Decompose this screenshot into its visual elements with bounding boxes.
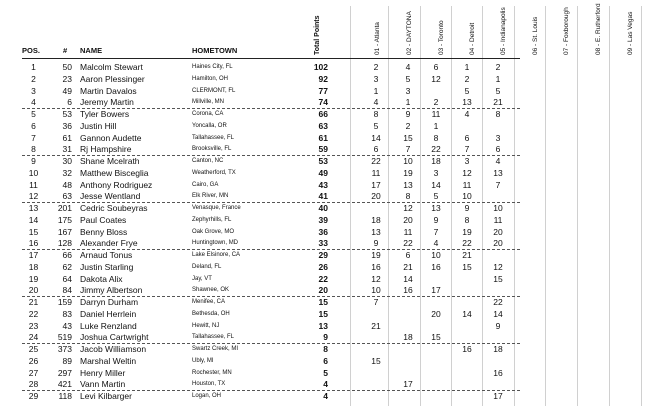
position-cell: 3 — [31, 85, 36, 96]
rider-number-cell: 201 — [57, 203, 72, 213]
total-points-cell: 92 — [318, 73, 328, 84]
round-points-cell: 11 — [431, 109, 441, 119]
round-points-cell: 16 — [431, 261, 441, 272]
table-row — [0, 332, 660, 342]
table-row — [0, 109, 660, 119]
table-row — [0, 391, 660, 401]
hometown-cell: Venasque, France — [192, 205, 241, 211]
total-points-cell: 36 — [318, 226, 328, 237]
round-points-cell: 19 — [403, 167, 413, 178]
round-points-cell: 14 — [493, 308, 503, 319]
rider-name-cell: Marshal Weltin — [80, 355, 137, 366]
rider-number-cell: 62 — [62, 261, 72, 272]
round-points-cell: 3 — [464, 156, 470, 166]
table-row — [0, 344, 660, 354]
round-points-cell: 18 — [493, 344, 503, 354]
round-points-cell: 1 — [405, 97, 411, 108]
round-points-cell: 9 — [373, 238, 379, 249]
table-row — [0, 356, 660, 366]
round-points-cell: 10 — [403, 156, 413, 166]
total-points-cell: 20 — [318, 285, 328, 296]
total-points-cell: 9 — [323, 332, 328, 343]
total-points-cell: 77 — [318, 85, 328, 96]
hometown-cell: Tallahassee, FL — [192, 334, 235, 341]
header-hometown: HOMETOWN — [192, 46, 238, 55]
round-points-cell: 17 — [371, 179, 381, 190]
rider-number-cell: 128 — [57, 238, 72, 249]
position-cell: 28 — [28, 379, 39, 390]
position-cell: 20 — [28, 285, 39, 296]
table-row — [0, 262, 660, 272]
rider-name-cell: Jeremy Martin — [80, 97, 134, 108]
rider-name-cell: Matthew Bisceglia — [80, 167, 149, 178]
round-points-cell: 13 — [403, 179, 413, 190]
position-cell: 10 — [28, 167, 39, 178]
round-points-cell: 12 — [493, 261, 503, 272]
table-row — [0, 180, 660, 190]
round-points-cell: 16 — [371, 261, 381, 272]
total-points-cell: 59 — [318, 144, 328, 155]
total-points-cell: 6 — [323, 355, 328, 366]
round-points-cell: 21 — [403, 261, 413, 272]
round-points-cell: 4 — [373, 97, 379, 108]
header-number: # — [63, 46, 68, 55]
position-cell: 4 — [31, 97, 36, 108]
table-row — [0, 227, 660, 237]
hometown-cell: Cairo, GA — [192, 181, 219, 188]
hometown-cell: Bethesda, OH — [192, 310, 230, 317]
round-points-cell: 4 — [464, 109, 470, 119]
hometown-cell: Yoncalla, OR — [192, 122, 227, 129]
hometown-cell: Swartz Creek, MI — [192, 346, 239, 352]
rider-name-cell: Shane Mcelrath — [80, 156, 140, 166]
round-points-cell: 19 — [462, 226, 472, 237]
round-points-cell: 8 — [405, 191, 411, 202]
round-points-cell: 7 — [405, 144, 411, 155]
round-points-cell: 1 — [464, 62, 470, 72]
position-cell: 2 — [31, 73, 36, 84]
rider-number-cell: 519 — [57, 332, 72, 343]
position-cell: 23 — [28, 320, 39, 331]
total-points-cell: 61 — [318, 132, 328, 143]
round-points-cell: 5 — [464, 85, 470, 96]
round-points-cell: 11 — [493, 214, 503, 225]
hometown-cell: Shawnee, OK — [192, 287, 230, 294]
rider-number-cell: 63 — [62, 191, 72, 202]
position-cell: 14 — [28, 214, 39, 225]
round-points-cell: 20 — [431, 308, 441, 319]
round-points-cell: 1 — [433, 120, 439, 131]
round-points-cell: 7 — [495, 179, 501, 190]
total-points-cell: 4 — [323, 391, 328, 401]
header-name: NAME — [80, 46, 103, 55]
rider-number-cell: 32 — [62, 167, 72, 178]
round-points-cell: 15 — [493, 273, 503, 284]
position-cell: 16 — [28, 238, 39, 249]
round-points-cell: 2 — [464, 73, 470, 84]
round-points-cell: 15 — [371, 355, 381, 366]
round-points-cell: 12 — [403, 203, 413, 213]
round-points-cell: 14 — [403, 273, 413, 284]
table-row — [0, 121, 660, 131]
position-cell: 27 — [28, 367, 39, 378]
table-row — [0, 274, 660, 284]
rider-number-cell: 89 — [62, 355, 72, 366]
rider-name-cell: Gannon Audette — [80, 132, 142, 143]
position-cell: 21 — [28, 297, 39, 307]
total-points-cell: 63 — [318, 120, 328, 131]
rider-number-cell: 66 — [62, 250, 72, 260]
round-points-cell: 7 — [433, 226, 439, 237]
round-points-cell: 20 — [493, 226, 503, 237]
hometown-cell: Lake Elsinore, CA — [192, 252, 241, 258]
position-cell: 12 — [28, 191, 39, 202]
rider-number-cell: 421 — [57, 379, 72, 390]
hometown-cell: Hamilton, OH — [192, 75, 229, 82]
total-points-cell: 29 — [318, 250, 328, 260]
round-points-cell: 13 — [431, 203, 441, 213]
round-points-cell: 6 — [373, 144, 379, 155]
total-points-cell: 5 — [323, 367, 328, 378]
hometown-cell: Houston, TX — [192, 381, 226, 388]
rider-number-cell: 83 — [62, 308, 72, 319]
round-points-cell: 6 — [433, 62, 439, 72]
table-row — [0, 203, 660, 213]
rider-name-cell: Dakota Alix — [80, 273, 123, 284]
total-points-cell: 102 — [313, 62, 328, 72]
rider-name-cell: Justin Hill — [80, 120, 117, 131]
table-row — [0, 156, 660, 166]
round-points-cell: 16 — [403, 285, 413, 296]
round-points-cell: 20 — [403, 214, 413, 225]
table-row — [0, 168, 660, 178]
rider-name-cell: Henry Miller — [80, 367, 126, 378]
round-points-cell: 6 — [405, 250, 411, 260]
round-points-cell: 11 — [371, 167, 381, 178]
round-points-cell: 22 — [431, 144, 441, 155]
position-cell: 15 — [28, 226, 39, 237]
round-points-cell: 18 — [371, 214, 381, 225]
round-points-cell: 3 — [373, 73, 379, 84]
rider-name-cell: Alexander Frye — [80, 238, 138, 249]
round-points-cell: 8 — [433, 132, 439, 143]
round-points-cell: 12 — [371, 273, 381, 284]
rider-name-cell: Daniel Herrlein — [80, 308, 137, 319]
round-points-cell: 7 — [464, 144, 470, 155]
round-points-cell: 2 — [433, 97, 439, 108]
round-points-cell: 14 — [462, 308, 472, 319]
total-points-cell: 15 — [318, 308, 328, 319]
total-points-cell: 4 — [323, 379, 328, 390]
round-points-cell: 2 — [405, 120, 411, 131]
hometown-cell: Haines City, FL — [192, 64, 233, 70]
round-points-cell: 2 — [373, 62, 379, 72]
table-row — [0, 368, 660, 378]
position-cell: 7 — [31, 132, 36, 143]
round-points-cell: 19 — [371, 250, 381, 260]
round-points-cell: 12 — [431, 73, 441, 84]
table-row — [0, 144, 660, 154]
table-row — [0, 321, 660, 331]
total-points-cell: 49 — [318, 167, 328, 178]
position-cell: 5 — [31, 109, 36, 119]
round-points-cell: 4 — [495, 156, 501, 166]
round-points-cell: 17 — [431, 285, 441, 296]
position-cell: 9 — [31, 156, 36, 166]
round-points-cell: 22 — [462, 238, 472, 249]
round-points-cell: 22 — [371, 156, 381, 166]
hometown-cell: Oak Grove, MO — [192, 228, 235, 235]
round-points-cell: 9 — [433, 214, 439, 225]
hometown-cell: Corona, CA — [192, 111, 224, 117]
round-points-cell: 5 — [373, 120, 379, 131]
table-row — [0, 133, 660, 143]
round-points-cell: 3 — [433, 167, 439, 178]
rider-name-cell: Jacob Williamson — [80, 344, 147, 354]
round-points-cell: 5 — [405, 73, 411, 84]
total-points-cell: 41 — [318, 191, 328, 202]
hometown-cell: Menifee, CA — [192, 299, 226, 305]
round-points-cell: 9 — [405, 109, 411, 119]
header-rule — [22, 58, 520, 59]
header-pos: POS. — [22, 46, 40, 55]
rider-number-cell: 50 — [62, 62, 72, 72]
table-row — [0, 74, 660, 84]
round-points-cell: 15 — [431, 332, 441, 343]
rider-number-cell: 175 — [57, 214, 72, 225]
total-points-cell: 66 — [318, 109, 328, 119]
table-row — [0, 309, 660, 319]
rider-number-cell: 23 — [62, 73, 72, 84]
rider-number-cell: 48 — [62, 179, 72, 190]
position-cell: 11 — [29, 179, 38, 190]
total-points-cell: 53 — [318, 156, 328, 166]
rider-name-cell: Arnaud Tonus — [80, 250, 133, 260]
total-points-cell: 22 — [318, 273, 328, 284]
round-points-cell: 17 — [403, 379, 413, 390]
round-points-cell: 21 — [493, 97, 503, 108]
standings-sheet: POS. # NAME HOMETOWN Total Points 01 - Atlanta 02 - DAYTONA 03 - Toronto 04 - Detroit 05 - Indianapolis 06 - St. Louis 07 - Foxborough 08 - E. Rutherford 09 - Las Vegas 1 50 Malcolm Stewart Haines City, FL 102 2 4 6 1 2 2 23 Aaron Plessinger Hamilton, OH 92 3 5 12 2 1 3 49 Martin Davalos CLERMONT, FL 77 1 3 5 5 4 6 Jeremy Martin Millville, MN 74 4 1 2 13 21 5 53 Tyler Bowers Corona, CA 66 8 9 11 4 8 6 36 Justin Hill Yoncalla, OR 63 5 2 1 7 61 Gannon Audette Tallahassee, FL 61 14 15 8 6 3 8 31 Rj Hampshire Brooksville, FL 59 6 7 22 7 6 9 30 Shane Mcelrath Canton, NC 53 22 10 18 3 4 10 32 Matthew Bisceglia Weatherford, TX 49 11 19 3 12 13 11 48 Anthony Rodriguez Cairo, GA 43 17 13 14 11 7 12 63 Jesse Wentland Elk River, MN 41 20 8 5 10 13 201 Cedric Soubeyras Venasque, France 40 12 13 9 10 14 175 Paul Coates Zephyrhills, FL 39 18 20 9 8 11 15 167 Benny Bloss Oak Grove, MO 36 13 11 7 19 20 16 128 Alexander Frye Huntingtown, MD 33 9 22 4 22 20 17 66 Arnaud Tonus Lake Elsinore, CA 29 19 6 10 21 18 62 Justin Starling Deland, FL 26 16 21 16 15 12 19 64 Dakota Alix Jay, VT 22 12 14 15 20 84 Jimmy Albertson Shawnee, OK 20 10 16 17 21 159 Darryn Durham Menifee, CA 15 7 22 22 83 Daniel Herrlein Bethesda, OH 15 20 14 14 23 43 Luke Renzland Hewitt, NJ 13 21 9 24 519 Joshua Cartwright Tallahassee, FL 9 18 15 25 373 Jacob Williamson Swartz Creek, MI 8 16 18 26 89 Marshal Weltin Ubly, MI 6 15 27 297 Henry Miller Rochester, MN 5 16 28 421 Vann Martin Houston, TX 4 17 29 118 Levi Kilbarger Logan, OH 4 17 — [0, 0, 660, 411]
round-points-cell: 21 — [462, 250, 472, 260]
position-cell: 25 — [28, 344, 39, 354]
rider-name-cell: Vann Martin — [80, 379, 126, 390]
position-cell: 17 — [28, 250, 39, 260]
table-row — [0, 250, 660, 260]
position-cell: 18 — [28, 261, 39, 272]
table-row — [0, 297, 660, 307]
rider-number-cell: 43 — [62, 320, 72, 331]
hometown-cell: Rochester, MN — [192, 369, 232, 376]
round-points-cell: 20 — [493, 238, 503, 249]
rider-number-cell: 6 — [67, 97, 72, 108]
round-points-cell: 8 — [464, 214, 470, 225]
round-points-cell: 9 — [495, 320, 501, 331]
round-points-cell: 22 — [403, 238, 413, 249]
round-points-cell: 11 — [403, 226, 413, 237]
table-row — [0, 285, 660, 295]
rider-number-cell: 61 — [62, 132, 72, 143]
position-cell: 19 — [28, 273, 39, 284]
round-points-cell: 16 — [462, 344, 472, 354]
round-points-cell: 4 — [433, 238, 439, 249]
hometown-cell: Millville, MN — [192, 99, 224, 106]
round-points-cell: 3 — [495, 132, 501, 143]
hometown-cell: Jay, VT — [192, 275, 212, 282]
round-points-cell: 20 — [371, 191, 381, 202]
total-points-cell: 15 — [318, 297, 328, 307]
rider-name-cell: Darryn Durham — [80, 297, 139, 307]
rider-number-cell: 297 — [57, 367, 72, 378]
rider-name-cell: Anthony Rodriguez — [80, 179, 153, 190]
hometown-cell: Logan, OH — [192, 393, 222, 399]
position-cell: 8 — [31, 144, 36, 155]
round-points-cell: 13 — [371, 226, 381, 237]
rider-number-cell: 373 — [57, 344, 72, 354]
rider-name-cell: Aaron Plessinger — [80, 73, 145, 84]
position-cell: 13 — [28, 203, 39, 213]
round-points-cell: 11 — [462, 179, 472, 190]
table-row — [0, 62, 660, 72]
rider-name-cell: Cedric Soubeyras — [80, 203, 148, 213]
rider-name-cell: Luke Renzland — [80, 320, 137, 331]
table-row — [0, 215, 660, 225]
rider-name-cell: Benny Bloss — [80, 226, 128, 237]
round-points-cell: 6 — [495, 144, 501, 155]
rider-name-cell: Levi Kilbarger — [80, 391, 132, 401]
hometown-cell: Deland, FL — [192, 263, 222, 270]
rider-number-cell: 53 — [62, 109, 72, 119]
rider-name-cell: Tyler Bowers — [80, 109, 130, 119]
round-points-cell: 5 — [495, 85, 501, 96]
total-points-cell: 74 — [318, 97, 328, 108]
hometown-cell: Elk River, MN — [192, 193, 229, 200]
rider-number-cell: 84 — [62, 285, 72, 296]
rider-name-cell: Joshua Cartwright — [80, 332, 149, 343]
rider-number-cell: 64 — [62, 273, 72, 284]
round-points-cell: 14 — [431, 179, 441, 190]
rider-name-cell: Justin Starling — [80, 261, 134, 272]
round-points-cell: 3 — [405, 85, 411, 96]
round-points-cell: 10 — [462, 191, 472, 202]
round-points-cell: 8 — [495, 109, 501, 119]
rider-name-cell: Rj Hampshire — [80, 144, 132, 155]
round-points-cell: 10 — [431, 250, 441, 260]
total-points-cell: 13 — [318, 320, 328, 331]
rider-number-cell: 31 — [62, 144, 72, 155]
round-points-cell: 15 — [403, 132, 413, 143]
rider-number-cell: 159 — [57, 297, 72, 307]
round-points-cell: 1 — [495, 73, 501, 84]
total-points-cell: 43 — [318, 179, 328, 190]
hometown-cell: Weatherford, TX — [192, 169, 236, 176]
round-points-cell: 6 — [464, 132, 470, 143]
hometown-cell: Tallahassee, FL — [192, 134, 235, 141]
table-row — [0, 238, 660, 248]
rider-name-cell: Martin Davalos — [80, 85, 137, 96]
round-points-cell: 15 — [462, 261, 472, 272]
round-points-cell: 18 — [403, 332, 413, 343]
rider-number-cell: 49 — [62, 85, 72, 96]
position-cell: 1 — [31, 62, 36, 72]
round-points-cell: 21 — [371, 320, 381, 331]
hometown-cell: Brooksville, FL — [192, 146, 232, 153]
hometown-cell: Ubly, MI — [192, 357, 214, 364]
total-points-cell: 33 — [318, 238, 328, 249]
table-row — [0, 379, 660, 389]
position-cell: 6 — [31, 120, 36, 131]
total-points-cell: 8 — [323, 344, 328, 354]
rider-number-cell: 30 — [62, 156, 72, 166]
hometown-cell: Huntingtown, MD — [192, 240, 239, 247]
rider-name-cell: Paul Coates — [80, 214, 127, 225]
round-points-cell: 22 — [493, 297, 503, 307]
round-points-cell: 4 — [405, 62, 411, 72]
table-row — [0, 191, 660, 201]
position-cell: 26 — [28, 355, 39, 366]
round-points-cell: 17 — [493, 391, 503, 401]
round-points-cell: 10 — [493, 203, 503, 213]
hometown-cell: CLERMONT, FL — [192, 87, 236, 94]
total-points-cell: 40 — [318, 203, 328, 213]
round-points-cell: 8 — [373, 109, 379, 119]
rider-number-cell: 118 — [58, 391, 72, 401]
round-points-cell: 12 — [462, 167, 472, 178]
round-points-cell: 7 — [373, 297, 379, 307]
hometown-cell: Hewitt, NJ — [192, 322, 220, 329]
position-cell: 24 — [28, 332, 39, 343]
table-row — [0, 86, 660, 96]
rider-name-cell: Jimmy Albertson — [80, 285, 143, 296]
round-points-cell: 13 — [493, 167, 503, 178]
rider-name-cell: Jesse Wentland — [80, 191, 141, 202]
round-points-cell: 13 — [462, 97, 472, 108]
hometown-cell: Canton, NC — [192, 158, 224, 164]
total-points-cell: 26 — [318, 261, 328, 272]
round-points-cell: 2 — [495, 62, 501, 72]
round-points-cell: 18 — [431, 156, 441, 166]
rider-number-cell: 36 — [62, 120, 72, 131]
round-points-cell: 16 — [493, 367, 503, 378]
round-points-cell: 14 — [371, 132, 381, 143]
rider-name-cell: Malcolm Stewart — [80, 62, 143, 72]
position-cell: 29 — [28, 391, 39, 401]
position-cell: 22 — [28, 308, 39, 319]
round-points-cell: 10 — [371, 285, 381, 296]
round-points-cell: 1 — [373, 85, 379, 96]
hometown-cell: Zephyrhills, FL — [192, 216, 232, 223]
round-points-cell: 5 — [433, 191, 439, 202]
rider-number-cell: 167 — [57, 226, 72, 237]
total-points-cell: 39 — [318, 214, 328, 225]
round-points-cell: 9 — [464, 203, 470, 213]
table-row — [0, 97, 660, 107]
